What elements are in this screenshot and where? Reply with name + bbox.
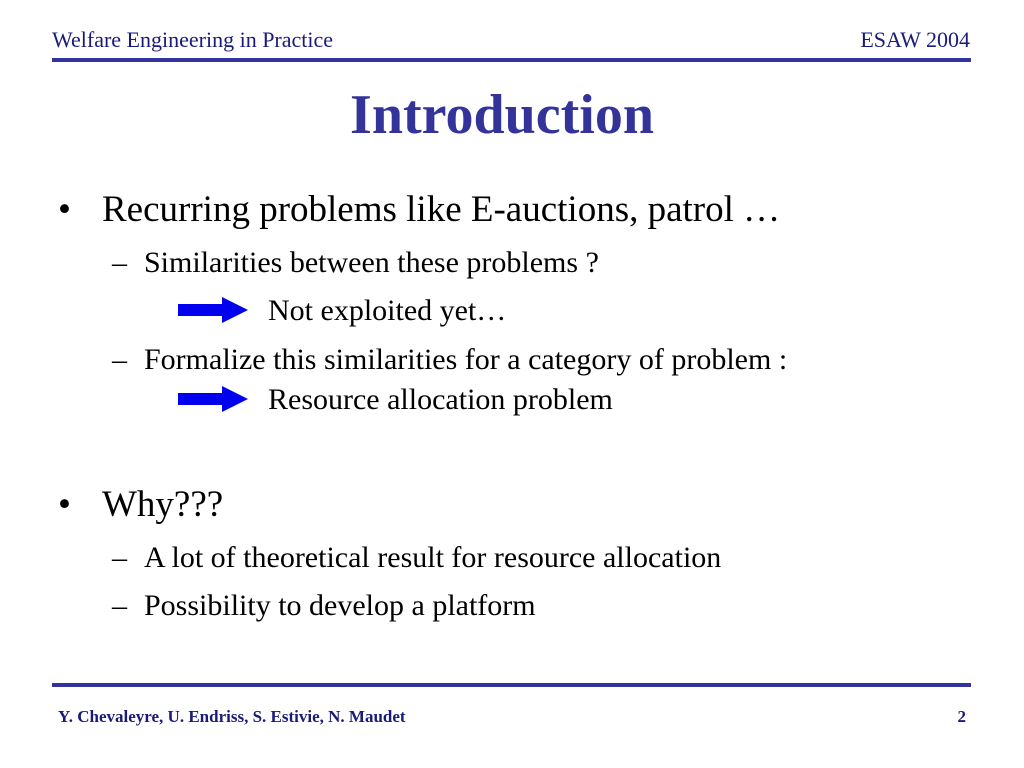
sub-bullet-text: A lot of theoretical result for resource allocation (144, 541, 722, 574)
arrow-line-text: Not exploited yet… (268, 294, 507, 327)
right-arrow-icon (178, 297, 248, 323)
dash-marker: – (112, 246, 127, 279)
bullet-marker: • (58, 484, 71, 525)
dash-marker: – (112, 589, 127, 622)
sub-bullet-theoretical-results (112, 540, 721, 576)
header-rule (52, 58, 971, 62)
footer-rule (52, 683, 971, 687)
bullet-recurring-problems (58, 188, 780, 232)
arrow-line-resource-allocation (178, 382, 613, 418)
bullet-why (58, 483, 223, 527)
footer-authors: Y. Chevaleyre, U. Endriss, S. Estivie, N. Maudet (58, 707, 406, 726)
bullet-text: Why??? (102, 484, 224, 525)
sub-bullet-platform (112, 588, 536, 624)
slide-title: Introduction (350, 84, 654, 146)
bullet-marker: • (58, 189, 71, 230)
bullet-text: Recurring problems like E-auctions, patrol … (102, 189, 781, 230)
header-event: ESAW 2004 (860, 27, 970, 52)
arrow-line-text: Resource allocation problem (268, 383, 613, 416)
dash-marker: – (112, 343, 127, 376)
dash-marker: – (112, 541, 127, 574)
sub-bullet-text: Similarities between these problems ? (144, 246, 599, 279)
sub-bullet-text: Formalize this similarities for a category of problem : (144, 343, 788, 376)
header-title: Welfare Engineering in Practice (52, 27, 334, 52)
arrow-line-not-exploited (178, 293, 506, 329)
right-arrow-icon (178, 386, 248, 412)
footer-page-number: 2 (957, 707, 966, 726)
sub-bullet-formalize (112, 342, 787, 378)
sub-bullet-text: Possibility to develop a platform (144, 589, 536, 622)
sub-bullet-similarities (112, 245, 599, 281)
